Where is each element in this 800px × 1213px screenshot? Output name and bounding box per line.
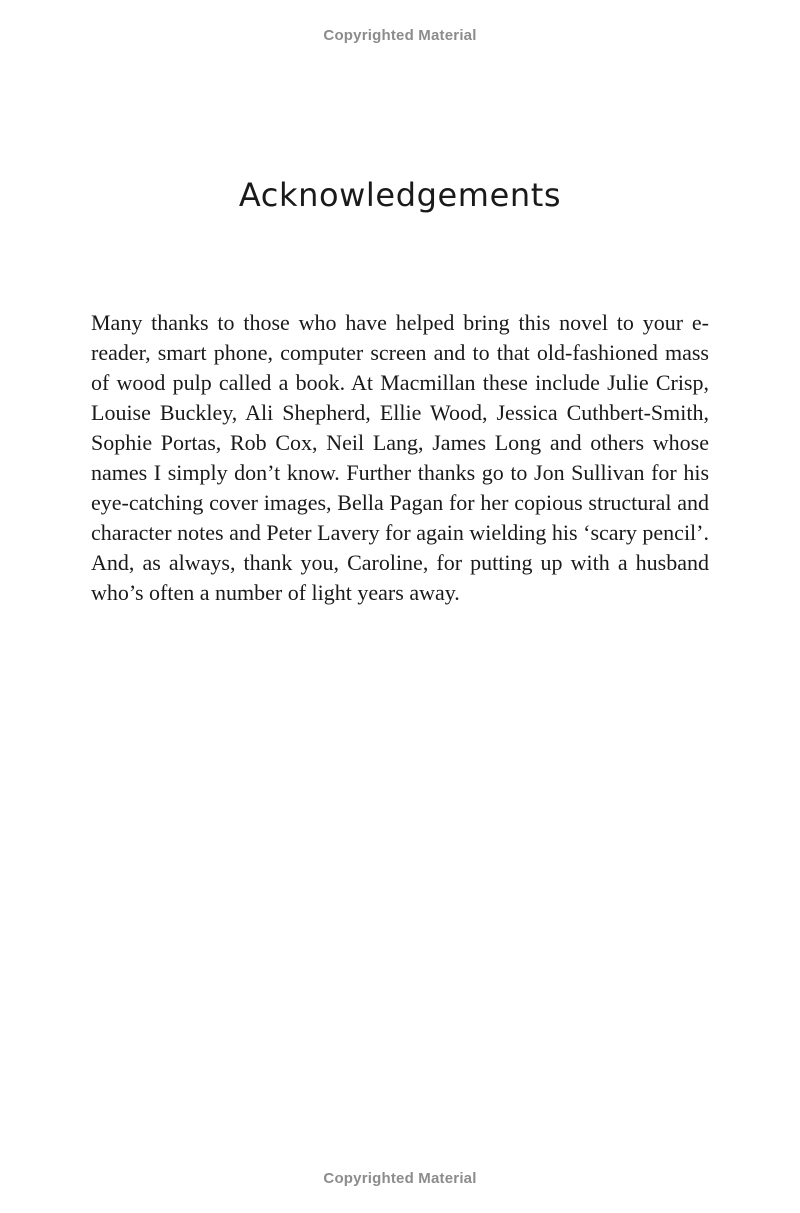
copyright-watermark-bottom: Copyrighted Material: [323, 1170, 477, 1187]
page-title: Acknowledgements: [238, 176, 562, 214]
acknowledgements-paragraph: Many thanks to those who have helped bring this novel to your e-reader, smart phone, computer screen and to that old-fashioned mass of wood pulp called a book. At Macmillan these include Julie Crisp, Louise Buckley, Ali Shepherd, Ellie Wood, Jessica Cuthbert-Smith, Sophie Portas, Rob Cox, Neil Lang, James Long and others whose names I simply don’t know. Further thanks go to Jon Sullivan for his eye-catching cover images, Bella Pagan for her copious structural and character notes and Peter Lavery for again wielding his ‘scary pencil’. And, as always, thank you, Caroline, for putting up with a husband who’s often a number of light years away.: [91, 310, 709, 605]
copyright-watermark-top: Copyrighted Material: [323, 27, 477, 44]
